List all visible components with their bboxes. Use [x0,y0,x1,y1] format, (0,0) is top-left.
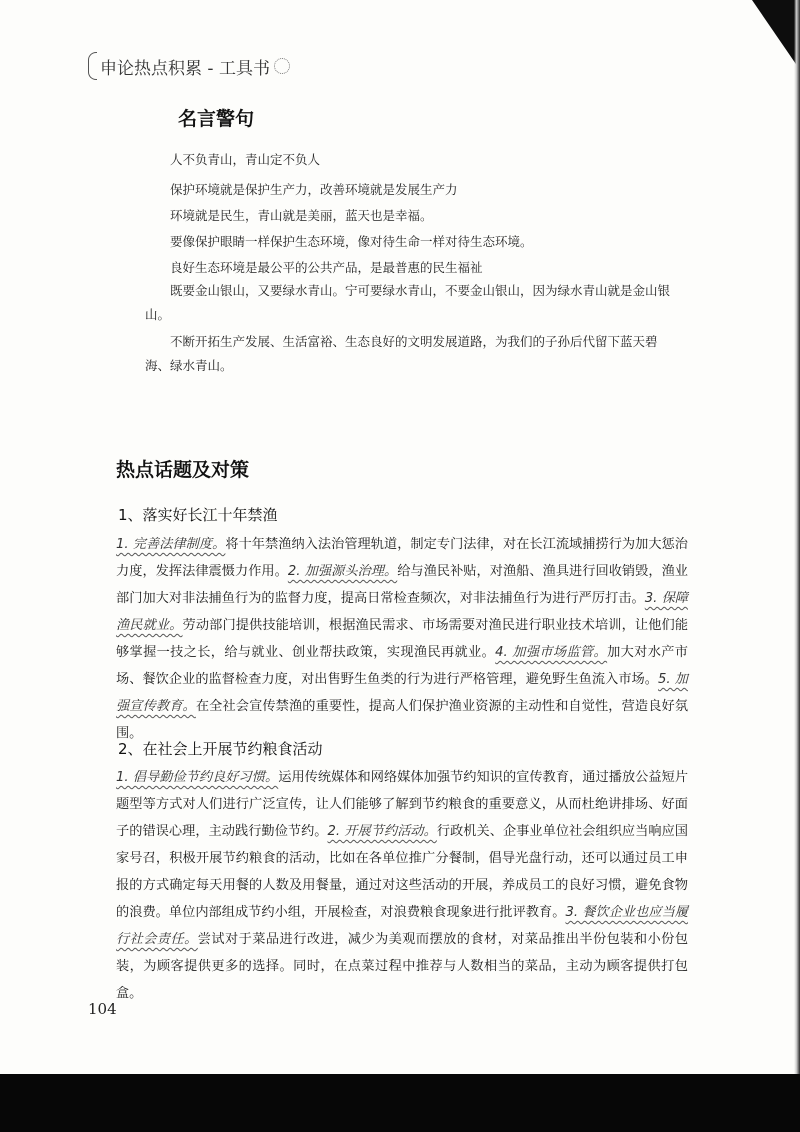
topic-heading: 2、在社会上开展节约粮食活动 [118,740,323,758]
header-title: 申论热点积累 - 工具书 [100,58,270,79]
scan-edge-shadow [794,0,800,1132]
measure-text: 将十年禁渔纳入法治管理轨道，制定专门法律，对在长江流域捕捞行为加大惩治力度，发挥法律震慑力作用。 [116,537,688,579]
scan-corner-artifact [752,0,800,70]
measure-text: 加大对水产市场、餐饮企业的监督检查力度，对出售野生鱼类的行为进行严格管理，避免野生鱼流入市场。 [116,645,688,687]
topic-paragraph [116,764,688,1007]
scan-bottom-edge [0,1074,800,1132]
measure-text: 行政机关、企事业单位社会组织应当响应国家号召，积极开展节约粮食的活动，比如在各单位推广分餐制，倡导光盘行动，还可以通过员工申报的方式确定每天用餐的人数及用餐量，通过对这些活动的开展，养成员工的良好习惯，避免食物的浪费。单位内部组成节约小组，开展检查，对浪费粮食现象进行批评教育。 [116,824,688,920]
measure-title: 3. 餐饮企业也应当履行社会责任。 [116,905,688,947]
measure-text: 给与渔民补贴，对渔船、渔具进行回收销毁，渔业部门加大对非法捕鱼行为的监督力度，提高日常检查频次，对非法捕鱼行为进行严厉打击。 [116,564,688,606]
quotes-section-title: 名言警句 [178,108,255,130]
header-bracket-icon [88,52,97,80]
measure-text: 尝试对于菜品进行改进，减少为美观而摆放的食材，对菜品推出半份包装和小份包装，为顾客提供更多的选择。同时，在点菜过程中推荐与人数相当的菜品，主动为顾客提供打包盒。 [116,932,689,1001]
measure-title: 3. 保障渔民就业。 [116,591,688,633]
hot-topics-section-title: 热点话题及对策 [116,459,250,481]
measure-text: 运用传统媒体和网络媒体加强节约知识的宣传教育，通过播放公益短片题型等方式对人们进行广泛宣传，让人们能够了解到节约粮食的重要意义，从而杜绝讲排场、好面子的错误心理，主动践行勤俭节约。 [116,770,689,839]
header-ornament-icon [274,58,290,74]
topic-paragraph [116,531,688,747]
measure-title: 4. 加强市场监管。 [495,645,608,660]
page-number: 104 [88,1000,117,1018]
measure-text: 在全社会宣传禁渔的重要性，提高人们保护渔业资源的主动性和自觉性，营造良好氛围。 [116,699,689,741]
quote-item: 不断开拓生产发展、生活富裕、生态良好的文明发展道路，为我们的子孙后代留下蓝天碧海、绿水青山。 [145,334,658,373]
topic-heading: 1、落实好长江十年禁渔 [118,506,278,524]
measure-text: 劳动部门提供技能培训，根据渔民需求、市场需要对渔民进行职业技术培训，让他们能够掌握一技之长，给与就业、创业帮扶政策，实现渔民再就业。 [116,618,689,660]
quote-item: 环境就是民生，青山就是美丽，蓝天也是幸福。 [170,208,433,223]
measure-title: 5. 加强宣传教育。 [116,672,688,714]
measure-title: 1. 倡导勤俭节约良好习惯。 [116,770,279,785]
running-header [88,52,290,80]
quote-item: 人不负青山，青山定不负人 [170,152,321,167]
quote-item: 要像保护眼睛一样保护生态环境，像对待生命一样对待生态环境。 [170,234,533,249]
measure-title: 2. 开展节约活动。 [327,824,437,839]
measure-title: 2. 加强源头治理。 [287,564,398,579]
quote-item: 良好生态环境是最公平的公共产品，是最普惠的民生福祉 [170,260,483,275]
quote-item: 既要金山银山，又要绿水青山。宁可要绿水青山，不要金山银山，因为绿水青山就是金山银山。 [145,283,671,322]
quote-item: 保护环境就是保护生产力，改善环境就是发展生产力 [170,182,458,197]
measure-title: 1. 完善法律制度。 [116,537,226,552]
